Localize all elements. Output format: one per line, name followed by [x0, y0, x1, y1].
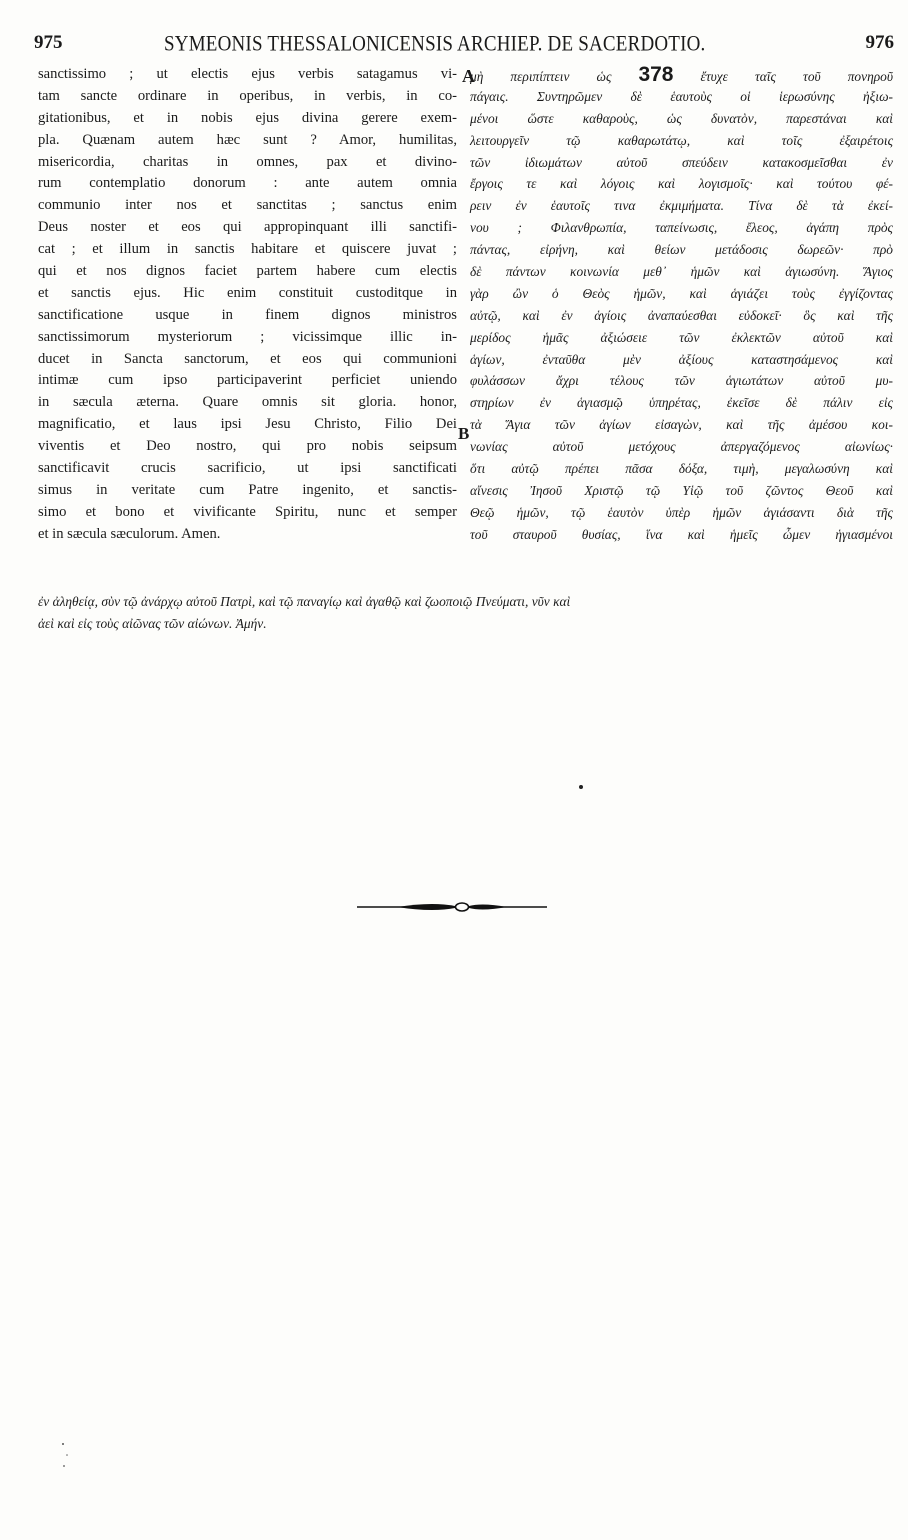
- section-marker-b: B: [458, 424, 470, 443]
- latin-text-line: misericordia, charitas in omnes, pax et divino-: [38, 153, 457, 170]
- latin-text-line: cat ; et illum in sanctis habitare et quiscere juvat ;: [38, 241, 457, 258]
- running-title: SYMEONIS THESSALONICENSIS ARCHIEP. DE SACERDOTIO.: [164, 32, 706, 57]
- greek-text-line: αἴνεσις Ἰησοῦ Χριστῷ τῷ Υἱῷ τοῦ ζῶντος Θεοῦ καὶ: [470, 482, 893, 498]
- section-marker-a: A: [462, 66, 475, 86]
- latin-text-line: sanctissimo ; ut electis ejus verbis satagamus vi-: [38, 66, 457, 82]
- latin-text-line: Deus noster et eos qui appropinquant illi sanctifi-: [38, 219, 457, 236]
- latin-text-line: magnificatio, et laus ipsi Jesu Christo, Filio Dei: [38, 416, 457, 433]
- greek-closing-lines: [38, 591, 893, 635]
- latin-text-line: simo et bono et vivificante Spiritu, nunc et semper: [38, 503, 457, 520]
- greek-text-line: ἁγίων, ἐνταῦθα μὲν ἀξίους καταστησάμενος καὶ: [470, 351, 893, 367]
- greek-text-line: ρειν ἐν ἑαυτοῖς τινα ἐκμιμήματα. Τίνα δὲ τὰ ἐκεί-: [470, 198, 893, 214]
- latin-text-line: rum contemplatio donorum : ante autem omnia: [38, 175, 457, 192]
- greek-first-line-start: μὴ περιπίπτειν ὡς: [470, 69, 612, 84]
- greek-text-line: γὰρ ὢν ὁ Θεὸς ἡμῶν, καὶ ἁγιάζει τοὺς ἐγγίζοντας: [470, 285, 893, 301]
- greek-first-line-end: ἔτυχε ταῖς τοῦ πονηροῦ: [700, 69, 893, 84]
- greek-closing-line: ἀεὶ καὶ εἰς τοὺς αἰῶνας τῶν αἰώνων. Ἀμήν.: [38, 616, 267, 631]
- latin-text-line: viventis et Deo nostro, qui pro nobis seipsum: [38, 438, 457, 455]
- greek-text-line: τοῦ σταυροῦ θυσίας, ἵνα καὶ ἡμεῖς ὦμεν ἡγιασμένοι: [470, 526, 893, 542]
- greek-text-line: λειτουργεῖν τῷ καθαρωτάτῳ, καὶ τοῖς ἐξαιρέτοις: [470, 132, 893, 148]
- column-number: 378: [638, 63, 674, 86]
- greek-column: [470, 64, 893, 546]
- latin-text-line: in sæcula æterna. Quare omnis sit gloria. honor,: [38, 394, 457, 411]
- greek-text-line: αὐτῷ, καὶ ἐν ἁγίοις ἀναπαύεσθαι εὐδοκεῖ· ὃς καὶ τῆς: [470, 307, 893, 323]
- page-number-right: 976: [865, 32, 894, 53]
- latin-text-line: et in sæcula sæculorum. Amen.: [38, 525, 221, 542]
- greek-first-line: [470, 64, 893, 86]
- latin-column: [38, 64, 457, 546]
- ink-speck: [579, 785, 583, 789]
- latin-text-line: pla. Quænam autem hæc sunt ? Amor, humilitas,: [38, 131, 457, 148]
- greek-text-line: νου ; Φιλανθρωπία, ταπείνωσις, ἔλεος, ἀγάπη πρὸς: [470, 220, 893, 236]
- latin-text-line: intimæ cum ipso participaverint perficiet uniendo: [38, 372, 457, 389]
- ink-specks: [60, 1440, 74, 1470]
- greek-text-line: νωνίας αὐτοῦ μετόχους ἀπεργαζόμενος αἰωνίως·: [470, 439, 893, 455]
- latin-text-line: sanctissimorum mysteriorum ; vicissimque illic in-: [38, 328, 457, 345]
- latin-text-line: sanctificatione usque in finem dignos ministros: [38, 306, 457, 323]
- latin-text-line: sanctificavit crucis sacrificio, ut ipsi sanctificati: [38, 460, 457, 477]
- running-header: [34, 32, 894, 60]
- latin-text-line: qui et nos dignos faciet partem habere cum electis: [38, 263, 457, 280]
- greek-text-line: μερίδος ἡμᾶς ἀξιώσειε τῶν ἐκλεκτῶν αὐτοῦ καὶ: [470, 329, 893, 345]
- greek-text-line: ὅτι αὐτῷ πρέπει πᾶσα δόξα, τιμὴ, μεγαλωσύνη καὶ: [470, 461, 893, 477]
- greek-text-line: μένοι ὥστε καθαροὺς, ὡς δυνατὸν, παρεστάναι καὶ: [470, 110, 893, 126]
- latin-text-line: et sanctis ejus. Hic enim constituit custoditque in: [38, 284, 457, 301]
- latin-text-line: ducet in Sancta sanctorum, et eos qui communioni: [38, 350, 457, 367]
- latin-text-line: communio inter nos et sanctitas ; sanctus enim: [38, 197, 457, 214]
- greek-text-line: Θεῷ ἡμῶν, τῷ ἑαυτὸν ὑπὲρ ἡμῶν ἁγιάσαντι διὰ τῆς: [470, 504, 893, 520]
- greek-text-line: ἔργοις τε καὶ λόγοις καὶ λογισμοῖς· καὶ τούτου φέ-: [470, 176, 893, 192]
- greek-text-line: δὲ πάντων κοινωνία μεθ᾽ ἡμῶν καὶ ἁγιωσύνη. Ἅγιος: [470, 264, 893, 280]
- greek-text-line: στηρίων ἐν ἁγιασμῷ ὑπηρέτας, ἐκεῖσε δὲ πάλιν εἰς: [470, 395, 893, 411]
- latin-text-line: tam sancte ordinare in operibus, in verbis, in co-: [38, 87, 457, 104]
- latin-text-line: gitationibus, et in nobis ejus divina gerere exem-: [38, 109, 457, 126]
- ornamental-rule: [357, 898, 547, 916]
- greek-text-line: πάγαις. Συντηρῶμεν δὲ ἑαυτοὺς οἱ ἱερωσύνης ἠξιω-: [470, 88, 893, 104]
- greek-text-line: τῶν ἰδιωμάτων αὐτοῦ σπεύδειν κατακοσμεῖσθαι ἐν: [470, 154, 893, 170]
- greek-text-line: τὰ Ἅγια τῶν ἁγίων εἰσαγὼν, καὶ τῆς ἀμέσου κοι-: [470, 417, 893, 433]
- page-number-left: 975: [34, 32, 63, 53]
- greek-closing-line: ἐν ἀληθείᾳ, σὺν τῷ ἀνάρχῳ αὐτοῦ Πατρὶ, καὶ τῷ παναγίῳ καὶ ἀγαθῷ καὶ ζωοποιῷ Πνεύματι, νῦν καὶ: [38, 594, 571, 609]
- greek-text-line: φυλάσσων ἄχρι τέλους τῶν ἁγιωτάτων αὐτοῦ μυ-: [470, 373, 893, 389]
- latin-text-line: simus in veritate cum Patre ingenito, et sanctis-: [38, 481, 457, 498]
- greek-text-line: πάντας, εἰρήνη, καὶ θείων μετάδοσις δωρεῶν· πρὸ: [470, 242, 893, 258]
